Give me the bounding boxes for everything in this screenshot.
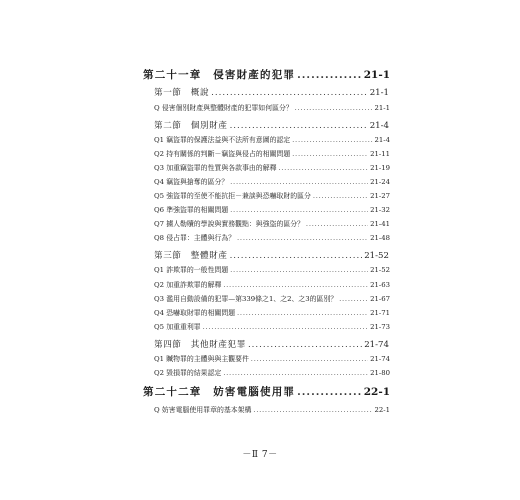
toc-item (154, 102, 390, 112)
leader-dots (306, 221, 368, 228)
toc-label: Q5 加重重利罪 (154, 323, 201, 331)
leader-dots (230, 121, 368, 131)
toc-page-number: 21-52 (364, 251, 389, 261)
toc-item (154, 264, 390, 274)
toc-label: Q2 加重詐欺罪的解釋 (154, 281, 222, 289)
toc-section (154, 249, 389, 261)
toc-page-number: 21-4 (369, 121, 389, 131)
toc-page-number: 21-48 (370, 234, 390, 242)
leader-dots (248, 340, 362, 350)
toc-page-number: 21-73 (370, 323, 390, 331)
toc-page-number: 21-32 (370, 206, 390, 214)
toc-label: Q4 竊盜與搶奪的區分？ (154, 178, 229, 186)
toc-label: 第三節 整體財產 (154, 251, 228, 261)
toc-item (154, 190, 390, 200)
toc-item (154, 321, 390, 331)
toc-page-number: 21-52 (370, 266, 390, 274)
toc-label: 第二十一章 侵害財產的犯罪 (143, 69, 296, 81)
toc-page-number: 21-24 (370, 178, 390, 186)
toc-page-number: 22-1 (374, 406, 390, 414)
toc-section (154, 86, 389, 98)
toc-item (154, 134, 390, 144)
toc-item (154, 367, 390, 377)
toc-label: Q2 持有關係的判斷－竊盜與侵占的相關問題 (154, 150, 291, 158)
toc-label: 第二節 個別財產 (154, 121, 228, 131)
toc-label: Q8 侵占罪：主體與行為？ (154, 234, 236, 242)
toc-label: Q3 加重竊盜罪的性質與各款事由的解釋 (154, 164, 277, 172)
leader-dots (253, 407, 372, 414)
leader-dots (237, 235, 368, 242)
toc-label: Q 侵害個別財產與整體財產的犯罪如何區分？ (154, 104, 293, 112)
leader-dots (292, 137, 372, 144)
toc-section (154, 119, 389, 131)
toc-label: Q2 毀損罪的結果認定 (154, 369, 222, 377)
toc-label: Q7 擄人勒贖的學說與實務觀點：與強盜的區分？ (154, 220, 305, 228)
toc-item (154, 307, 390, 317)
toc-item (154, 232, 390, 242)
leader-dots (211, 88, 368, 98)
toc-item (154, 176, 390, 186)
toc-page-number: 21-27 (370, 192, 390, 200)
toc-item (154, 279, 390, 289)
toc-page-number: 21-74 (370, 355, 390, 363)
toc-page-number: 21-67 (370, 295, 390, 303)
toc-label: Q1 竊盜罪的保護法益與不法所有意圖的認定 (154, 136, 291, 144)
toc-page-number: 21-19 (370, 164, 390, 172)
toc-page-number: 21-4 (374, 136, 390, 144)
leader-dots (292, 151, 368, 158)
page-footer-number: －Ⅱ 7－ (242, 450, 278, 460)
toc-item (154, 204, 390, 214)
leader-dots (230, 179, 368, 186)
leader-dots (339, 296, 368, 303)
toc-page-number: 21-63 (370, 281, 390, 289)
toc-page-number: 21-80 (370, 369, 390, 377)
toc-label: Q3 濫用自動設備的犯罪—第339條之1、之2、之3的區別？ (154, 295, 338, 303)
toc-label: Q1 詐欺罪的一般性問題 (154, 266, 229, 274)
toc-label: 第四節 其他財產犯罪 (154, 340, 246, 350)
toc-label: Q1 贓物罪的主體與與主觀要件 (154, 355, 249, 363)
leader-dots (230, 251, 363, 261)
leader-dots (297, 386, 362, 398)
leader-dots (251, 356, 368, 363)
toc-label: Q 妨害電腦使用罪章的基本架構 (154, 406, 252, 414)
toc-section (154, 338, 389, 350)
leader-dots (230, 207, 368, 214)
leader-dots (278, 165, 368, 172)
toc-page-number: 21-11 (370, 150, 390, 158)
toc-page-number: 21-41 (370, 220, 390, 228)
leader-dots (295, 105, 373, 112)
toc-item (154, 218, 390, 228)
toc-item (154, 293, 390, 303)
toc-label: Q5 強盜罪的至使不能抗拒－兼談與恐嚇取財的區分 (154, 192, 311, 200)
leader-dots (230, 267, 368, 274)
leader-dots (203, 324, 368, 331)
toc-page-number: 21-74 (364, 340, 389, 350)
toc-label: 第一節 概說 (154, 88, 210, 98)
toc-chapter (143, 384, 390, 399)
toc-chapter (143, 67, 390, 82)
toc-item (154, 162, 390, 172)
toc-label: Q4 恐嚇取財罪的相關問題 (154, 309, 236, 317)
toc-item (154, 404, 390, 414)
leader-dots (237, 310, 368, 317)
toc-page-number: 21-1 (369, 88, 389, 98)
toc-item (154, 353, 390, 363)
toc-label: 第二十二章 妨害電腦使用罪 (143, 386, 296, 398)
leader-dots (223, 282, 368, 289)
toc-page-number: 21-71 (370, 309, 390, 317)
toc-page-number: 22-1 (363, 386, 390, 398)
leader-dots (297, 69, 362, 81)
toc-item (154, 148, 390, 158)
leader-dots (223, 370, 368, 377)
toc-label: Q6 準強盜罪的相關問題 (154, 206, 229, 214)
toc-page-number: 21-1 (374, 104, 390, 112)
toc-page-number: 21-1 (363, 69, 390, 81)
leader-dots (313, 193, 368, 200)
